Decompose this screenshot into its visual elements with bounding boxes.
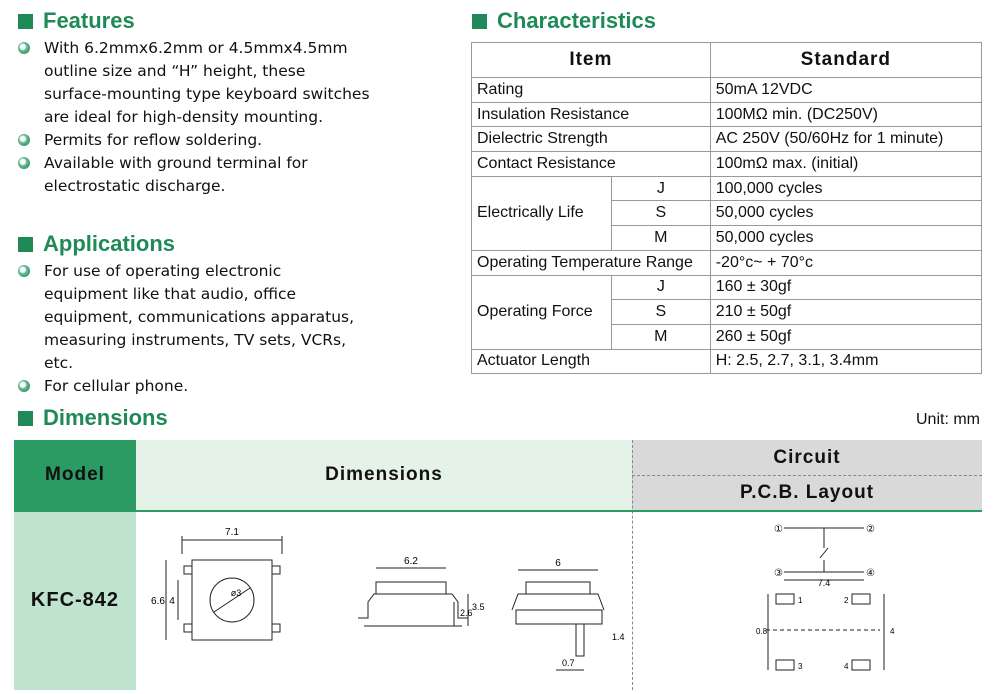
features-list bbox=[14, 37, 370, 198]
header-item: Item bbox=[472, 43, 711, 78]
dimension-drawings bbox=[136, 510, 982, 690]
dim-label: ø3 bbox=[230, 588, 242, 598]
header-circuit: Circuit bbox=[632, 440, 982, 475]
side-view-drawing bbox=[358, 568, 468, 626]
header-pcb-layout: P.C.B. Layout bbox=[632, 475, 982, 510]
table-row: S 50,000 cycles bbox=[472, 201, 982, 226]
pin-label: ② bbox=[866, 524, 875, 535]
model-name: KFC-842 bbox=[14, 510, 136, 690]
pin-label: 2 bbox=[844, 596, 849, 605]
dim-label: 6.2 bbox=[404, 556, 418, 567]
pin-label: ① bbox=[774, 524, 783, 535]
characteristics-heading: Characteristics bbox=[472, 8, 656, 34]
unit-label: Unit: mm bbox=[916, 411, 980, 428]
table-row: Operating Temperature Range -20°c~ + 70°c bbox=[472, 250, 982, 275]
applications-heading: Applications bbox=[18, 231, 175, 257]
table-row: Actuator Length H: 2.5, 2.7, 3.1, 3.4mm bbox=[472, 349, 982, 374]
table-row: Rating 50mA 12VDC bbox=[472, 78, 982, 103]
table-row: S 210 ± 50gf bbox=[472, 300, 982, 325]
table-row: Dielectric Strength AC 250V (50/60Hz for 1 minute) bbox=[472, 127, 982, 152]
dim-label: 4 bbox=[890, 627, 895, 636]
table-header-row bbox=[472, 43, 982, 78]
divider bbox=[632, 475, 982, 476]
square-bullet-icon bbox=[18, 237, 33, 252]
table-row: Insulation Resistance 100MΩ min. (DC250V) bbox=[472, 102, 982, 127]
square-bullet-icon bbox=[18, 14, 33, 29]
square-bullet-icon bbox=[472, 14, 487, 29]
table-row: Contact Resistance 100mΩ max. (initial) bbox=[472, 152, 982, 177]
end-view-drawing bbox=[512, 570, 604, 670]
circuit-diagram bbox=[784, 528, 864, 580]
circle-bullet-icon bbox=[18, 265, 30, 277]
table-row: M 260 ± 50gf bbox=[472, 324, 982, 349]
circle-bullet-icon bbox=[18, 157, 30, 169]
features-heading: Features bbox=[18, 8, 135, 34]
header-model: Model bbox=[14, 440, 136, 510]
table-row: M 50,000 cycles bbox=[472, 226, 982, 251]
dim-label: 2.6 bbox=[460, 608, 473, 618]
circle-bullet-icon bbox=[18, 42, 30, 54]
table-row: Operating Force J 160 ± 30gf bbox=[472, 275, 982, 300]
pin-label: ③ bbox=[774, 568, 783, 579]
list-item: For cellular phone. bbox=[14, 375, 370, 398]
pin-label: ④ bbox=[866, 568, 875, 579]
dim-label: 7.1 bbox=[225, 527, 239, 538]
header-standard: Standard bbox=[710, 43, 981, 78]
applications-list bbox=[14, 260, 370, 398]
characteristics-table bbox=[471, 42, 982, 374]
list-item: For use of operating electronic equipment like that audio, office equipment, communications apparatus, measuring instruments, TV sets, VCRs, etc. bbox=[14, 260, 370, 375]
table-row: Electrically Life J 100,000 cycles bbox=[472, 176, 982, 201]
pin-label: 1 bbox=[798, 596, 803, 605]
list-item: Available with ground terminal for electrostatic discharge. bbox=[14, 152, 370, 198]
pin-label: 3 bbox=[798, 662, 803, 671]
header-dimensions: Dimensions bbox=[136, 440, 632, 510]
list-item: With 6.2mmx6.2mm or 4.5mmx4.5mm outline size and “H” height, these surface-mounting type keyboard switches are ideal for high-density mounting. bbox=[14, 37, 370, 129]
list-item: Permits for reflow soldering. bbox=[14, 129, 370, 152]
dim-label: 7.4 bbox=[817, 578, 831, 588]
dim-label: 0.7 bbox=[562, 658, 575, 668]
pcb-layout-drawing bbox=[766, 594, 884, 670]
square-bullet-icon bbox=[18, 411, 33, 426]
dim-label: 0.8 bbox=[756, 627, 768, 636]
dim-label: 3.5 bbox=[472, 602, 485, 612]
dimensions-table bbox=[14, 440, 982, 690]
pin-label: 4 bbox=[844, 662, 849, 671]
dim-label: 6 bbox=[555, 558, 561, 569]
dim-label: 6.6 bbox=[151, 596, 165, 607]
circle-bullet-icon bbox=[18, 134, 30, 146]
dim-label: 4 bbox=[169, 596, 175, 607]
circle-bullet-icon bbox=[18, 380, 30, 392]
dim-label: 1.4 bbox=[612, 632, 625, 642]
top-view-drawing bbox=[166, 536, 282, 640]
dimensions-heading: Dimensions bbox=[18, 405, 168, 431]
